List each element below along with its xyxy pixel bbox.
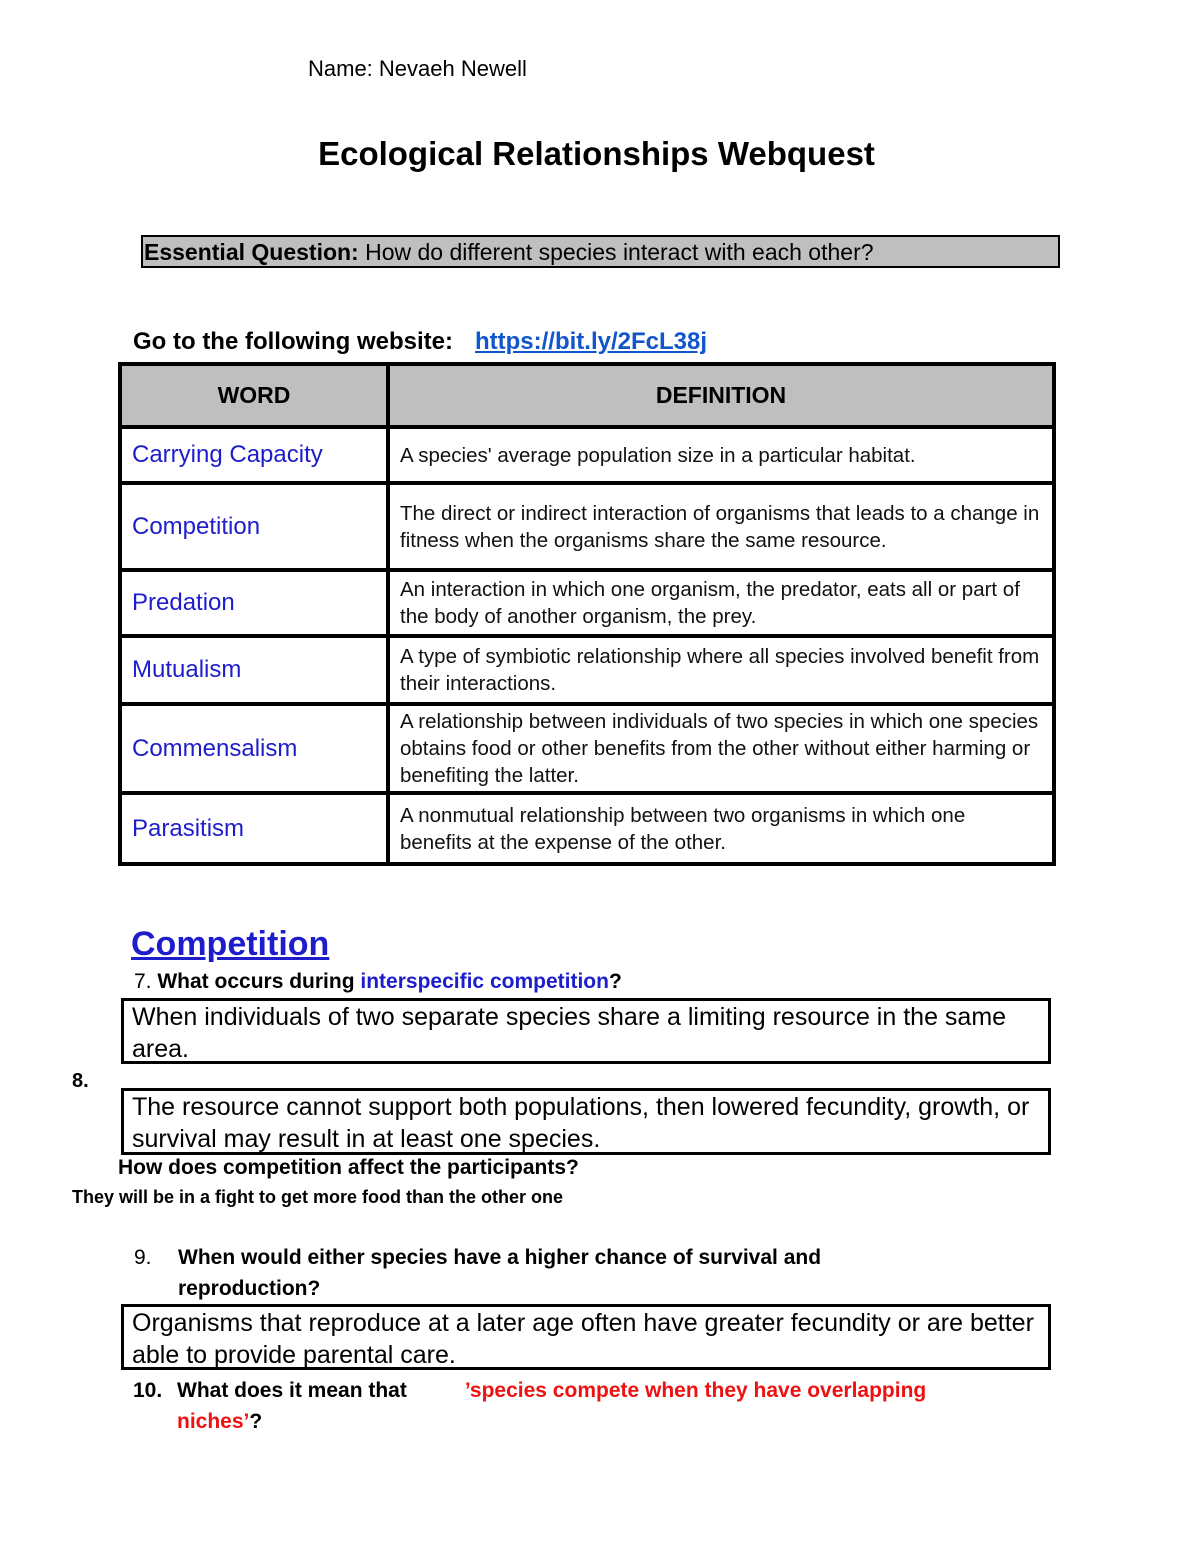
answer-box-9[interactable]: Organisms that reproduce at a later age often have greater fecundity or are better able to provide parental care. xyxy=(121,1304,1051,1370)
website-instruction xyxy=(133,328,707,356)
table-row xyxy=(120,427,1054,483)
question-quote-continued: niches’ xyxy=(177,1410,250,1433)
question-7 xyxy=(134,970,622,994)
essential-question-text: How do different species interact with each other? xyxy=(365,239,874,265)
definition-cell: A nonmutual relationship between two organisms in which one benefits at the expense of the other. xyxy=(388,793,1054,864)
term-cell: Mutualism xyxy=(120,636,388,704)
term-cell: Carrying Capacity xyxy=(120,427,388,483)
definition-cell: The direct or indirect interaction of organisms that leads to a change in fitness when the organisms share the same resource. xyxy=(388,483,1054,570)
definition-cell: A species' average population size in a particular habitat. xyxy=(388,427,1054,483)
question-suffix: ? xyxy=(249,1410,263,1433)
definition-cell: A type of symbiotic relationship where all species involved benefit from their interactions. xyxy=(388,636,1054,704)
question-highlight: interspecific competition xyxy=(360,970,609,993)
answer-box-8[interactable]: The resource cannot support both populations, then lowered fecundity, growth, or survival may result in at least one species. xyxy=(121,1088,1051,1155)
question-10 xyxy=(133,1375,1053,1437)
question-number: 10. xyxy=(133,1379,163,1402)
competition-heading: Competition xyxy=(131,925,330,963)
term-cell: Predation xyxy=(120,570,388,636)
website-label: Go to the following website: xyxy=(133,328,453,355)
question-quote: ’species compete when they have overlapping xyxy=(464,1379,927,1402)
table-row xyxy=(120,793,1054,864)
page-title: Ecological Relationships Webquest xyxy=(318,135,875,172)
definition-cell: A relationship between individuals of two species in which one species obtains food or other benefits from the other without either harming or benefiting the latter. xyxy=(388,704,1054,793)
definition-cell: An interaction in which one organism, the predator, eats all or part of the body of another organism, the prey. xyxy=(388,570,1054,636)
question-text-continued: reproduction? xyxy=(178,1277,321,1300)
question-number: 9. xyxy=(134,1246,152,1269)
word-column-header: WORD xyxy=(120,364,388,427)
question-text: When would either species have a higher chance of survival and xyxy=(178,1246,822,1269)
table-header-row xyxy=(120,364,1054,427)
website-link[interactable]: https://bit.ly/2FcL38j xyxy=(474,328,708,355)
answer-box-7[interactable]: When individuals of two separate species share a limiting resource in the same area. xyxy=(121,998,1051,1064)
question-number: 8. xyxy=(72,1070,89,1092)
definition-column-header: DEFINITION xyxy=(388,364,1054,427)
question-number: 7. xyxy=(134,970,152,993)
question-9 xyxy=(134,1242,1034,1304)
table-row xyxy=(120,483,1054,570)
term-cell: Commensalism xyxy=(120,704,388,793)
term-cell: Parasitism xyxy=(120,793,388,864)
essential-question-box xyxy=(141,235,1060,268)
table-row xyxy=(120,570,1054,636)
student-name: Name: Nevaeh Newell xyxy=(308,56,527,81)
question-8-response: They will be in a fight to get more food than the other one xyxy=(72,1187,564,1207)
question-text: What occurs during xyxy=(157,970,355,993)
vocabulary-table xyxy=(118,362,1056,866)
table-row xyxy=(120,636,1054,704)
term-cell: Competition xyxy=(120,483,388,570)
essential-question-label: Essential Question: xyxy=(144,239,359,265)
question-text: What does it mean that xyxy=(177,1379,407,1402)
question-suffix: ? xyxy=(608,970,622,993)
table-row xyxy=(120,704,1054,793)
question-8-text: How does competition affect the participants? xyxy=(118,1156,579,1179)
